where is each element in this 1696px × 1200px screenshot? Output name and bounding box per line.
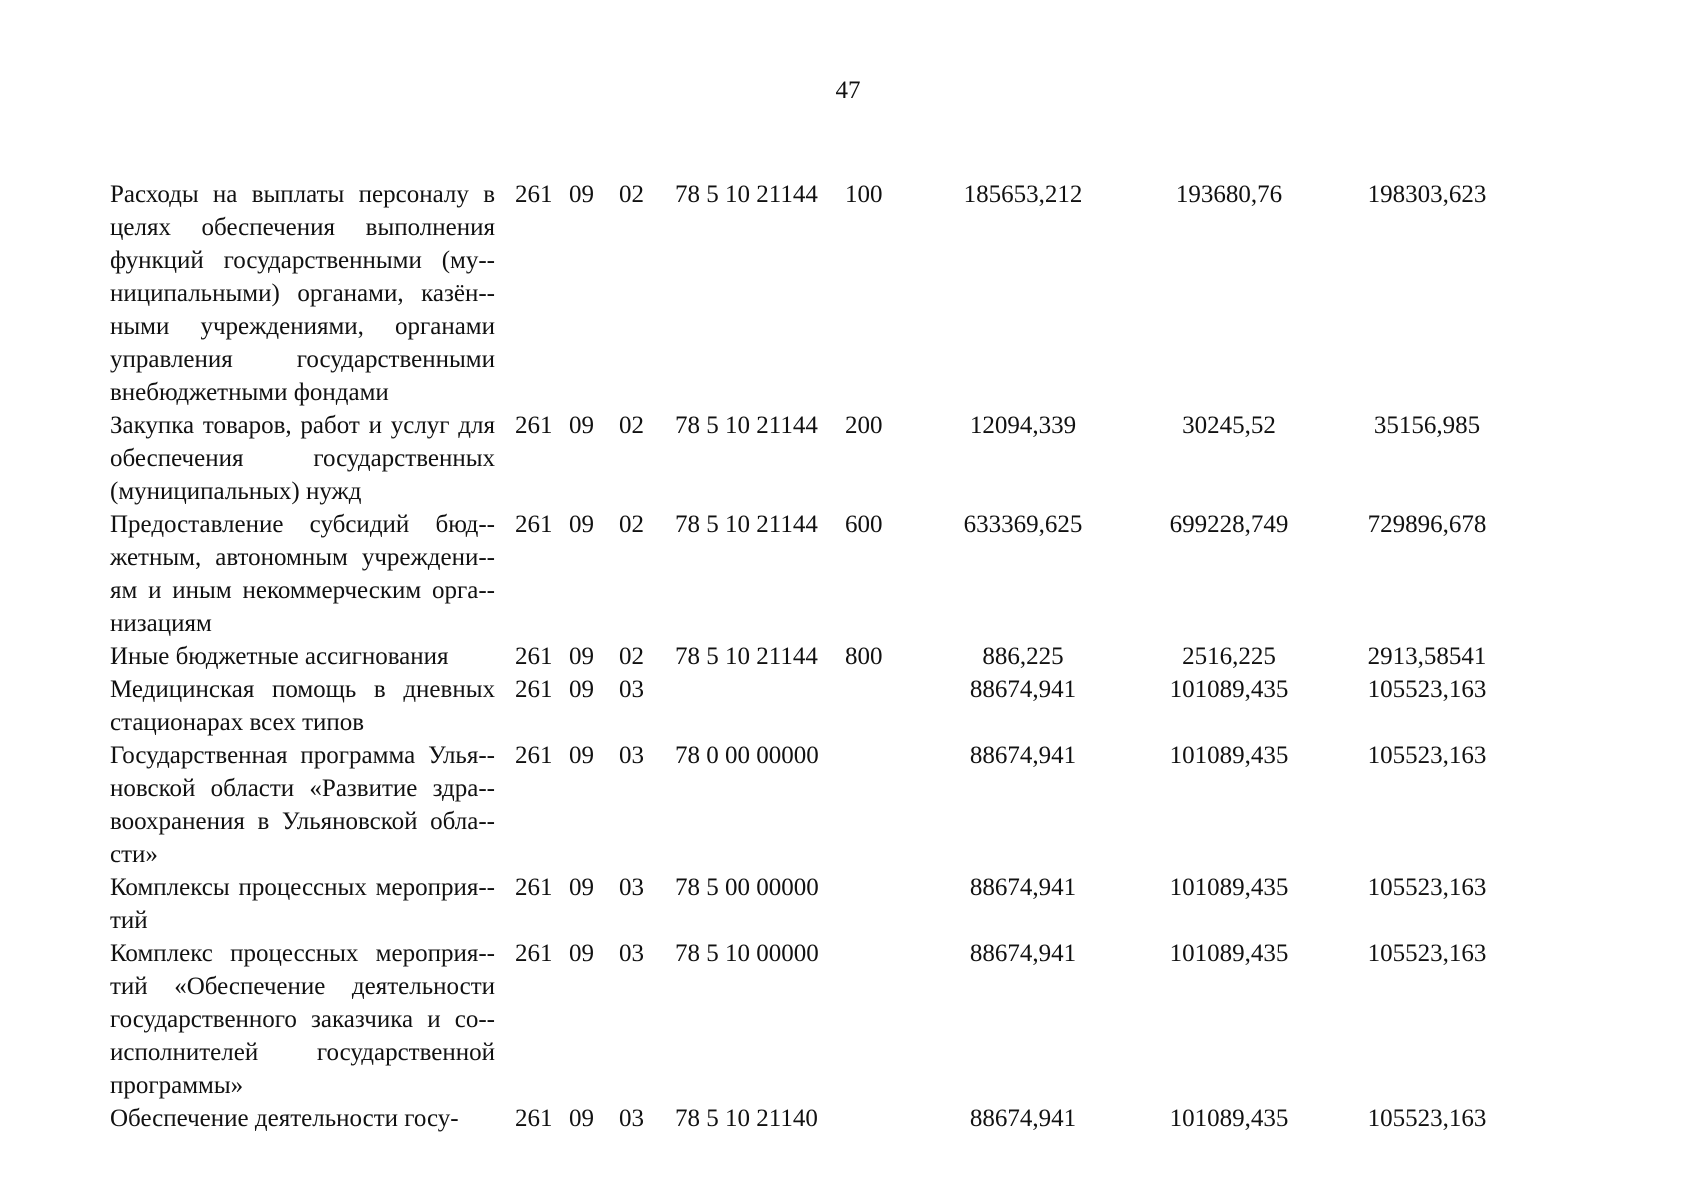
cell-year1: 633369,625	[963, 511, 1083, 538]
cell-adm: 261	[515, 412, 553, 439]
table-row	[110, 508, 1527, 640]
row-name: Медицинская помощь в дневных стационарах всех типов	[110, 676, 495, 736]
cell-rz: 09	[569, 1105, 594, 1132]
cell-year2: 2516,225	[1182, 643, 1276, 670]
table-row	[110, 409, 1527, 508]
cell-rz: 09	[569, 511, 594, 538]
cell-pr: 03	[619, 1105, 644, 1132]
cell-pr: 03	[619, 874, 644, 901]
cell-vr	[845, 871, 915, 937]
cell-rz: 09	[569, 676, 594, 703]
table-row	[110, 178, 1527, 409]
cell-vr: 200	[845, 412, 883, 439]
row-name: Иные бюджетные ассигнования	[110, 643, 449, 670]
cell-year2: 101089,435	[1169, 874, 1289, 901]
cell-adm: 261	[515, 940, 553, 967]
table-row	[110, 937, 1527, 1102]
cell-year3: 105523,163	[1367, 874, 1487, 901]
row-name: Комплекс процессных мероприя-тий «Обеспечение деятельности государственного заказчика и со-исполнителей государственной программы»	[110, 940, 495, 1099]
row-name: Закупка товаров, работ и услуг для обеспечения государственных (муниципальных) нужд	[110, 412, 495, 505]
cell-rz: 09	[569, 742, 594, 769]
cell-rz: 09	[569, 874, 594, 901]
row-name: Предоставление субсидий бюд-жетным, автономным учреждени-ям и иным некоммерческим орга-низациям	[110, 511, 495, 637]
cell-year3: 198303,623	[1367, 181, 1487, 208]
cell-rz: 09	[569, 643, 594, 670]
cell-vr	[845, 937, 915, 1102]
cell-vr: 800	[845, 643, 883, 670]
cell-adm: 261	[515, 874, 553, 901]
cell-csr: 78 5 10 21144	[675, 181, 818, 208]
cell-year3: 729896,678	[1367, 511, 1487, 538]
cell-year3: 105523,163	[1367, 1105, 1487, 1132]
cell-year1: 88674,941	[969, 940, 1077, 967]
cell-csr	[675, 673, 845, 739]
cell-vr	[845, 1102, 915, 1135]
cell-year1: 88674,941	[969, 874, 1077, 901]
cell-vr: 600	[845, 511, 883, 538]
cell-rz: 09	[569, 181, 594, 208]
cell-pr: 02	[619, 511, 644, 538]
cell-csr: 78 5 10 00000	[675, 940, 819, 967]
budget-table	[110, 178, 1527, 1135]
table-row	[110, 871, 1527, 937]
cell-year2: 101089,435	[1169, 676, 1289, 703]
cell-csr: 78 5 10 21144	[675, 643, 818, 670]
cell-adm: 261	[515, 1105, 553, 1132]
cell-adm: 261	[515, 742, 553, 769]
cell-year1: 88674,941	[969, 742, 1077, 769]
cell-year2: 101089,435	[1169, 940, 1289, 967]
cell-year1: 886,225	[982, 643, 1064, 670]
cell-adm: 261	[515, 181, 553, 208]
cell-year3: 105523,163	[1367, 940, 1487, 967]
table-body	[110, 178, 1527, 1135]
cell-csr: 78 5 10 21144	[675, 511, 818, 538]
cell-csr: 78 5 10 21144	[675, 412, 818, 439]
cell-year2: 30245,52	[1182, 412, 1276, 439]
cell-year1: 88674,941	[969, 1105, 1077, 1132]
table-row	[110, 673, 1527, 739]
cell-year3: 2913,58541	[1367, 643, 1487, 670]
cell-year3: 35156,985	[1373, 412, 1481, 439]
row-name: Комплексы процессных мероприя-тий	[110, 874, 495, 934]
cell-year3: 105523,163	[1367, 742, 1487, 769]
cell-pr: 02	[619, 412, 644, 439]
cell-csr: 78 5 10 21140	[675, 1105, 818, 1132]
cell-adm: 261	[515, 643, 553, 670]
cell-pr: 02	[619, 643, 644, 670]
cell-pr: 03	[619, 676, 644, 703]
cell-year2: 101089,435	[1169, 1105, 1289, 1132]
row-name: Расходы на выплаты персоналу в целях обеспечения выполнения функций государственными (му-ниципальными) органами, казён-ными учреждениями, органами управления государственными внебюджетными фондами	[110, 181, 495, 406]
cell-adm: 261	[515, 511, 553, 538]
cell-year1: 185653,212	[963, 181, 1083, 208]
cell-csr: 78 5 00 00000	[675, 874, 819, 901]
table-row	[110, 739, 1527, 871]
page-number: 47	[835, 77, 861, 104]
cell-year1: 88674,941	[969, 676, 1077, 703]
cell-vr	[845, 673, 915, 739]
cell-vr: 100	[845, 181, 883, 208]
cell-rz: 09	[569, 412, 594, 439]
cell-csr: 78 0 00 00000	[675, 742, 819, 769]
cell-adm: 261	[515, 676, 553, 703]
table-row	[110, 1102, 1527, 1135]
row-name: Государственная программа Улья-новской области «Развитие здра-воохранения в Ульяновской обла-сти»	[110, 742, 495, 868]
cell-year3: 105523,163	[1367, 676, 1487, 703]
cell-year2: 699228,749	[1169, 511, 1289, 538]
cell-year1: 12094,339	[969, 412, 1077, 439]
cell-year2: 101089,435	[1169, 742, 1289, 769]
cell-vr	[845, 739, 915, 871]
cell-pr: 02	[619, 181, 644, 208]
cell-year2: 193680,76	[1175, 181, 1283, 208]
cell-pr: 03	[619, 742, 644, 769]
table-row	[110, 640, 1527, 673]
row-name: Обеспечение деятельности госу-	[110, 1105, 459, 1132]
cell-rz: 09	[569, 940, 594, 967]
cell-pr: 03	[619, 940, 644, 967]
